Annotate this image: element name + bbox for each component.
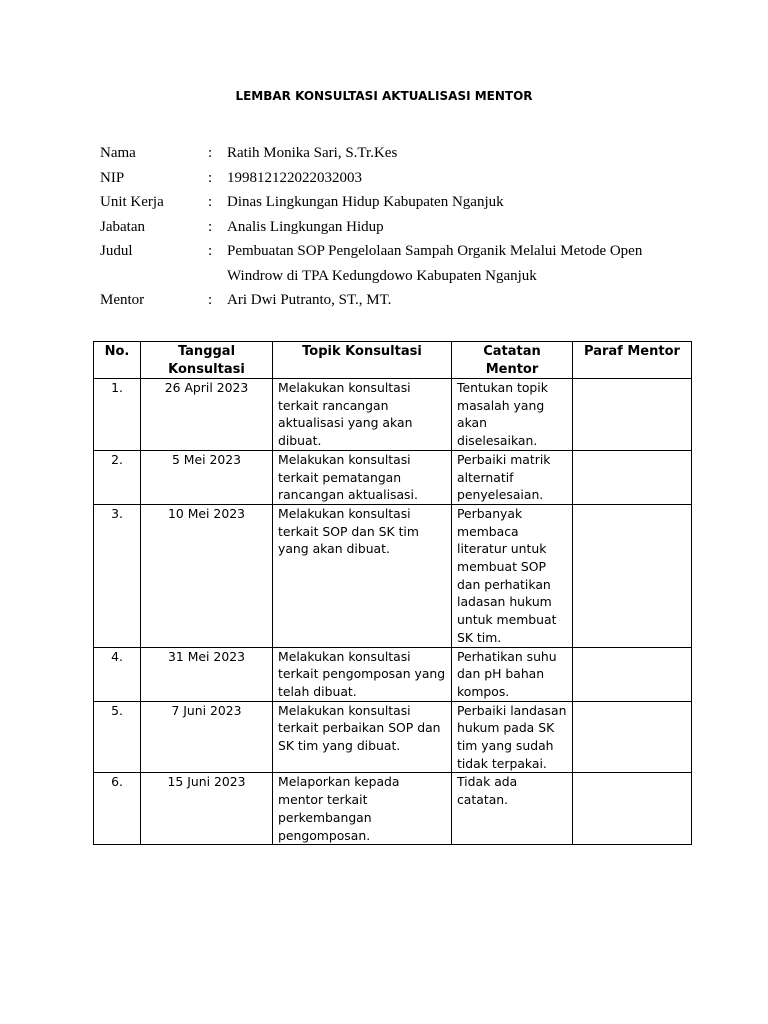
cell-date: 10 Mei 2023 [141, 504, 273, 647]
info-separator: : [208, 243, 213, 259]
cell-signature [573, 773, 692, 845]
info-label: Nama [100, 145, 136, 161]
cell-topic: Melakukan konsultasi terkait perbaikan SOP dan SK tim yang dibuat. [273, 701, 452, 773]
info-separator: : [208, 194, 213, 210]
cell-topic: Melaporkan kepada mentor terkait perkembangan pengomposan. [273, 773, 452, 845]
judul-line-2: Windrow di TPA Kedungdowo Kabupaten Nganjuk [227, 267, 537, 284]
info-label: Unit Kerja [100, 194, 164, 210]
cell-note: Perbanyak membaca literatur untuk membuat SOP dan perhatikan ladasan hukum untuk membuat SK tim. [452, 504, 573, 647]
info-separator: : [208, 292, 213, 308]
info-row-mentor [100, 288, 667, 313]
cell-note: Perhatikan suhu dan pH bahan kompos. [452, 647, 573, 701]
info-row-judul [100, 239, 667, 288]
cell-no: 5. [94, 701, 141, 773]
info-value [227, 239, 667, 288]
cell-note: Perbaiki landasan hukum pada SK tim yang sudah tidak terpakai. [452, 701, 573, 773]
cell-signature [573, 647, 692, 701]
cell-date: 5 Mei 2023 [141, 450, 273, 504]
cell-date: 15 Juni 2023 [141, 773, 273, 845]
header-topik: Topik Konsultasi [273, 342, 452, 379]
cell-signature [573, 701, 692, 773]
info-row-nama [100, 141, 667, 166]
cell-no: 3. [94, 504, 141, 647]
cell-note: Tentukan topik masalah yang akan diselesaikan. [452, 379, 573, 451]
info-value: Analis Lingkungan Hidup [227, 218, 384, 235]
cell-topic: Melakukan konsultasi terkait rancangan aktualisasi yang akan dibuat. [273, 379, 452, 451]
info-label: Mentor [100, 292, 145, 308]
info-row-nip [100, 166, 667, 191]
cell-topic: Melakukan konsultasi terkait pematangan rancangan aktualisasi. [273, 450, 452, 504]
judul-line-1: Pembuatan SOP Pengelolaan Sampah Organik Melalui Metode Open [227, 243, 643, 259]
cell-note: Perbaiki matrik alternatif penyelesaian. [452, 450, 573, 504]
table-row [94, 504, 692, 647]
cell-no: 6. [94, 773, 141, 845]
info-separator: : [208, 169, 213, 186]
cell-date: 7 Juni 2023 [141, 701, 273, 773]
info-label: Judul [100, 243, 133, 259]
cell-no: 2. [94, 450, 141, 504]
cell-note: Tidak ada catatan. [452, 773, 573, 845]
cell-date: 31 Mei 2023 [141, 647, 273, 701]
table-header-row [94, 342, 692, 379]
info-row-unit-kerja [100, 190, 667, 215]
header-no: No. [94, 342, 141, 379]
table-row [94, 701, 692, 773]
header-paraf: Paraf Mentor [573, 342, 692, 379]
info-separator: : [208, 218, 213, 235]
cell-date: 26 April 2023 [141, 379, 273, 451]
info-label: NIP [100, 169, 125, 186]
header-tanggal: Tanggal Konsultasi [141, 342, 273, 379]
cell-topic: Melakukan konsultasi terkait pengomposan yang telah dibuat. [273, 647, 452, 701]
info-value: Ari Dwi Putranto, ST., MT. [227, 292, 392, 308]
table-row [94, 647, 692, 701]
info-value: Dinas Lingkungan Hidup Kabupaten Nganjuk [227, 194, 504, 210]
table-row [94, 379, 692, 451]
header-catatan: Catatan Mentor [452, 342, 573, 379]
cell-signature [573, 450, 692, 504]
cell-no: 4. [94, 647, 141, 701]
table-row [94, 450, 692, 504]
info-row-jabatan [100, 215, 667, 240]
cell-topic: Melakukan konsultasi terkait SOP dan SK tim yang akan dibuat. [273, 504, 452, 647]
table-row [94, 773, 692, 845]
info-separator: : [208, 145, 213, 161]
cell-signature [573, 504, 692, 647]
info-label: Jabatan [100, 218, 145, 235]
info-value: Ratih Monika Sari, S.Tr.Kes [227, 145, 398, 161]
cell-signature [573, 379, 692, 451]
consultation-table [93, 341, 692, 845]
identity-block [100, 141, 667, 313]
document-title: LEMBAR KONSULTASI AKTUALISASI MENTOR [235, 89, 533, 103]
info-value: 199812122022032003 [227, 169, 362, 186]
cell-no: 1. [94, 379, 141, 451]
